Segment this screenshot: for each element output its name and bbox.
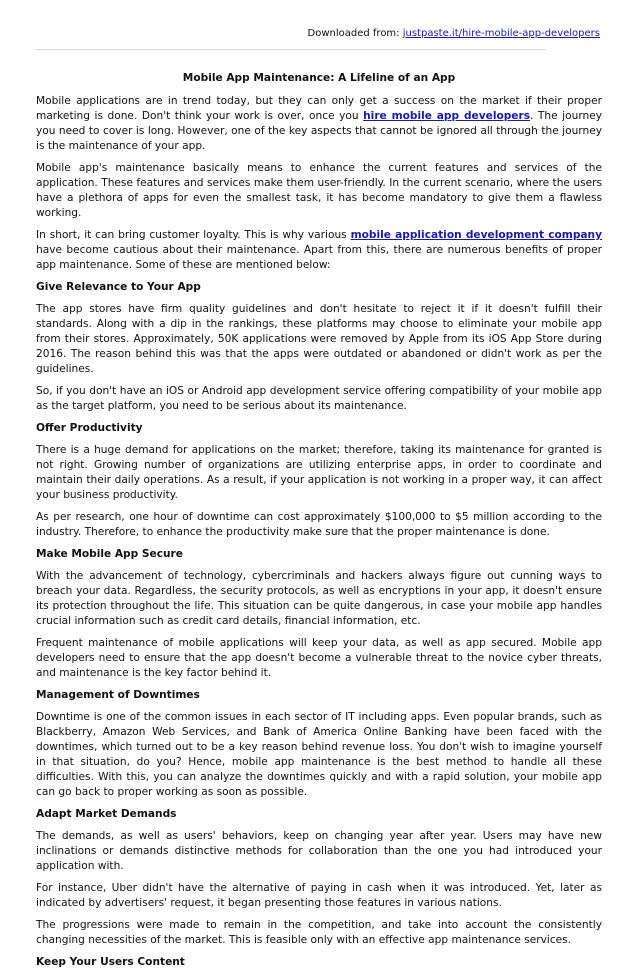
section-heading-productivity: Offer Productivity xyxy=(36,422,143,434)
intro-paragraph-1 xyxy=(36,94,602,154)
productivity-paragraph-2: As per research, one hour of downtime can cost approximately $100,000 to $5 million according to the industry. Therefore, to enhance the productivity make sure that the proper maintenance is done. xyxy=(36,511,602,538)
development-company-link[interactable]: mobile application development company xyxy=(350,229,602,241)
section-heading-market: Adapt Market Demands xyxy=(36,808,177,820)
intro-3-text-b: have become cautious about their maintenance. Apart from this, there are numerous benefits of proper app maintenance. Some of these are mentioned below: xyxy=(36,244,602,271)
article xyxy=(36,71,602,977)
relevance-paragraph-1: The app stores have firm quality guidelines and don't hesitate to reject it if it doesn't fulfill their standards. Along with a dip in the rankings, these platforms may choose to eliminate your mobile app from their stores. Approximately, 50K applications were removed by Apple from its iOS App Store during 2016. The reason behind this was that the apps were outdated or abandoned or didn't work as per the guidelines. xyxy=(36,303,602,375)
section-heading-downtimes: Management of Downtimes xyxy=(36,689,200,701)
security-paragraph-2: Frequent maintenance of mobile applications will keep your data, as well as app secured. Mobile app developers need to ensure that the app doesn't become a vulnerable threat to the novice cyber threats, and maintenance is the key factor behind it. xyxy=(36,637,602,679)
intro-paragraph-2: Mobile app's maintenance basically means to enhance the current features and services of the application. These features and services make them user-friendly. In the current scenario, where the users have a plethora of apps for even the smallest task, it has become mandatory to give them a flawless working. xyxy=(36,162,602,219)
article-title: Mobile App Maintenance: A Lifeline of an App xyxy=(182,72,456,84)
download-source-link[interactable]: justpaste.it/hire-mobile-app-developers xyxy=(402,28,600,39)
intro-1-text-b: . The journey you need to cover is long. However, one of the key aspects that cannot be ignored all through the journey is the maintenance of your app. xyxy=(36,110,602,152)
download-source xyxy=(308,28,600,39)
download-source-prefix: Downloaded from: xyxy=(307,28,403,39)
market-paragraph-1: The demands, as well as users' behaviors, keep on changing year after year. Users may have new inclinations or demands distinctive methods for collaboration than the one you had introduced your application with. xyxy=(36,830,602,872)
intro-1-text-a: Mobile applications are in trend today, but they can only get a success on the market if their proper marketing is done. Don't think your work is over, once you xyxy=(36,95,602,122)
intro-3-text-a: In short, it can bring customer loyalty. This is why various xyxy=(36,229,351,241)
market-paragraph-2: For instance, Uber didn't have the alternative of paying in cash when it was introduced. Yet, later as indicated by advertisers' request, it began presenting those features in various nations. xyxy=(36,882,602,909)
section-heading-users-content: Keep Your Users Content xyxy=(36,956,185,968)
intro-paragraph-3 xyxy=(36,228,602,273)
relevance-paragraph-2: So, if you don't have an iOS or Android app development service offering compatibility of your mobile app as the target platform, you need to be serious about its maintenance. xyxy=(36,385,602,412)
downtimes-paragraph-1: Downtime is one of the common issues in each sector of IT including apps. Even popular brands, such as Blackberry, Amazon Web Services, and Bank of America Online Banking have been faced with the downtimes, which turned out to be a key reason behind revenue loss. You don't wish to imagine yourself in that situation, do you? Hence, mobile app maintenance is the best method to handle all these difficulties. With this, you can analyze the downtimes quickly and with a rapid solution, your mobile app can go back to proper working as soon as possible. xyxy=(36,711,602,798)
market-paragraph-3: The progressions were made to remain in the competition, and take into account the consistently changing necessities of the market. This is feasible only with an effective app maintenance services. xyxy=(36,919,602,946)
section-heading-security: Make Mobile App Secure xyxy=(36,548,183,560)
hire-developers-link[interactable]: hire mobile app developers xyxy=(363,110,531,122)
section-heading-relevance: Give Relevance to Your App xyxy=(36,281,201,293)
header-divider xyxy=(36,49,546,50)
productivity-paragraph-1: There is a huge demand for applications on the market; therefore, taking its maintenance for granted is not right. Growing number of organizations are utilizing enterprise apps, in order to coordinate and maintain their daily operations. As a result, if your application is not working in a proper way, it can affect your business productivity. xyxy=(36,444,602,501)
security-paragraph-1: With the advancement of technology, cybercriminals and hackers always figure out cunning ways to breach your data. Regardless, the security protocols, as well as encryptions in your app, it doesn't ensure its protection throughout the life. This situation can be quite dangerous, in case your mobile app handles crucial information such as credit card details, financial information, etc. xyxy=(36,570,602,627)
